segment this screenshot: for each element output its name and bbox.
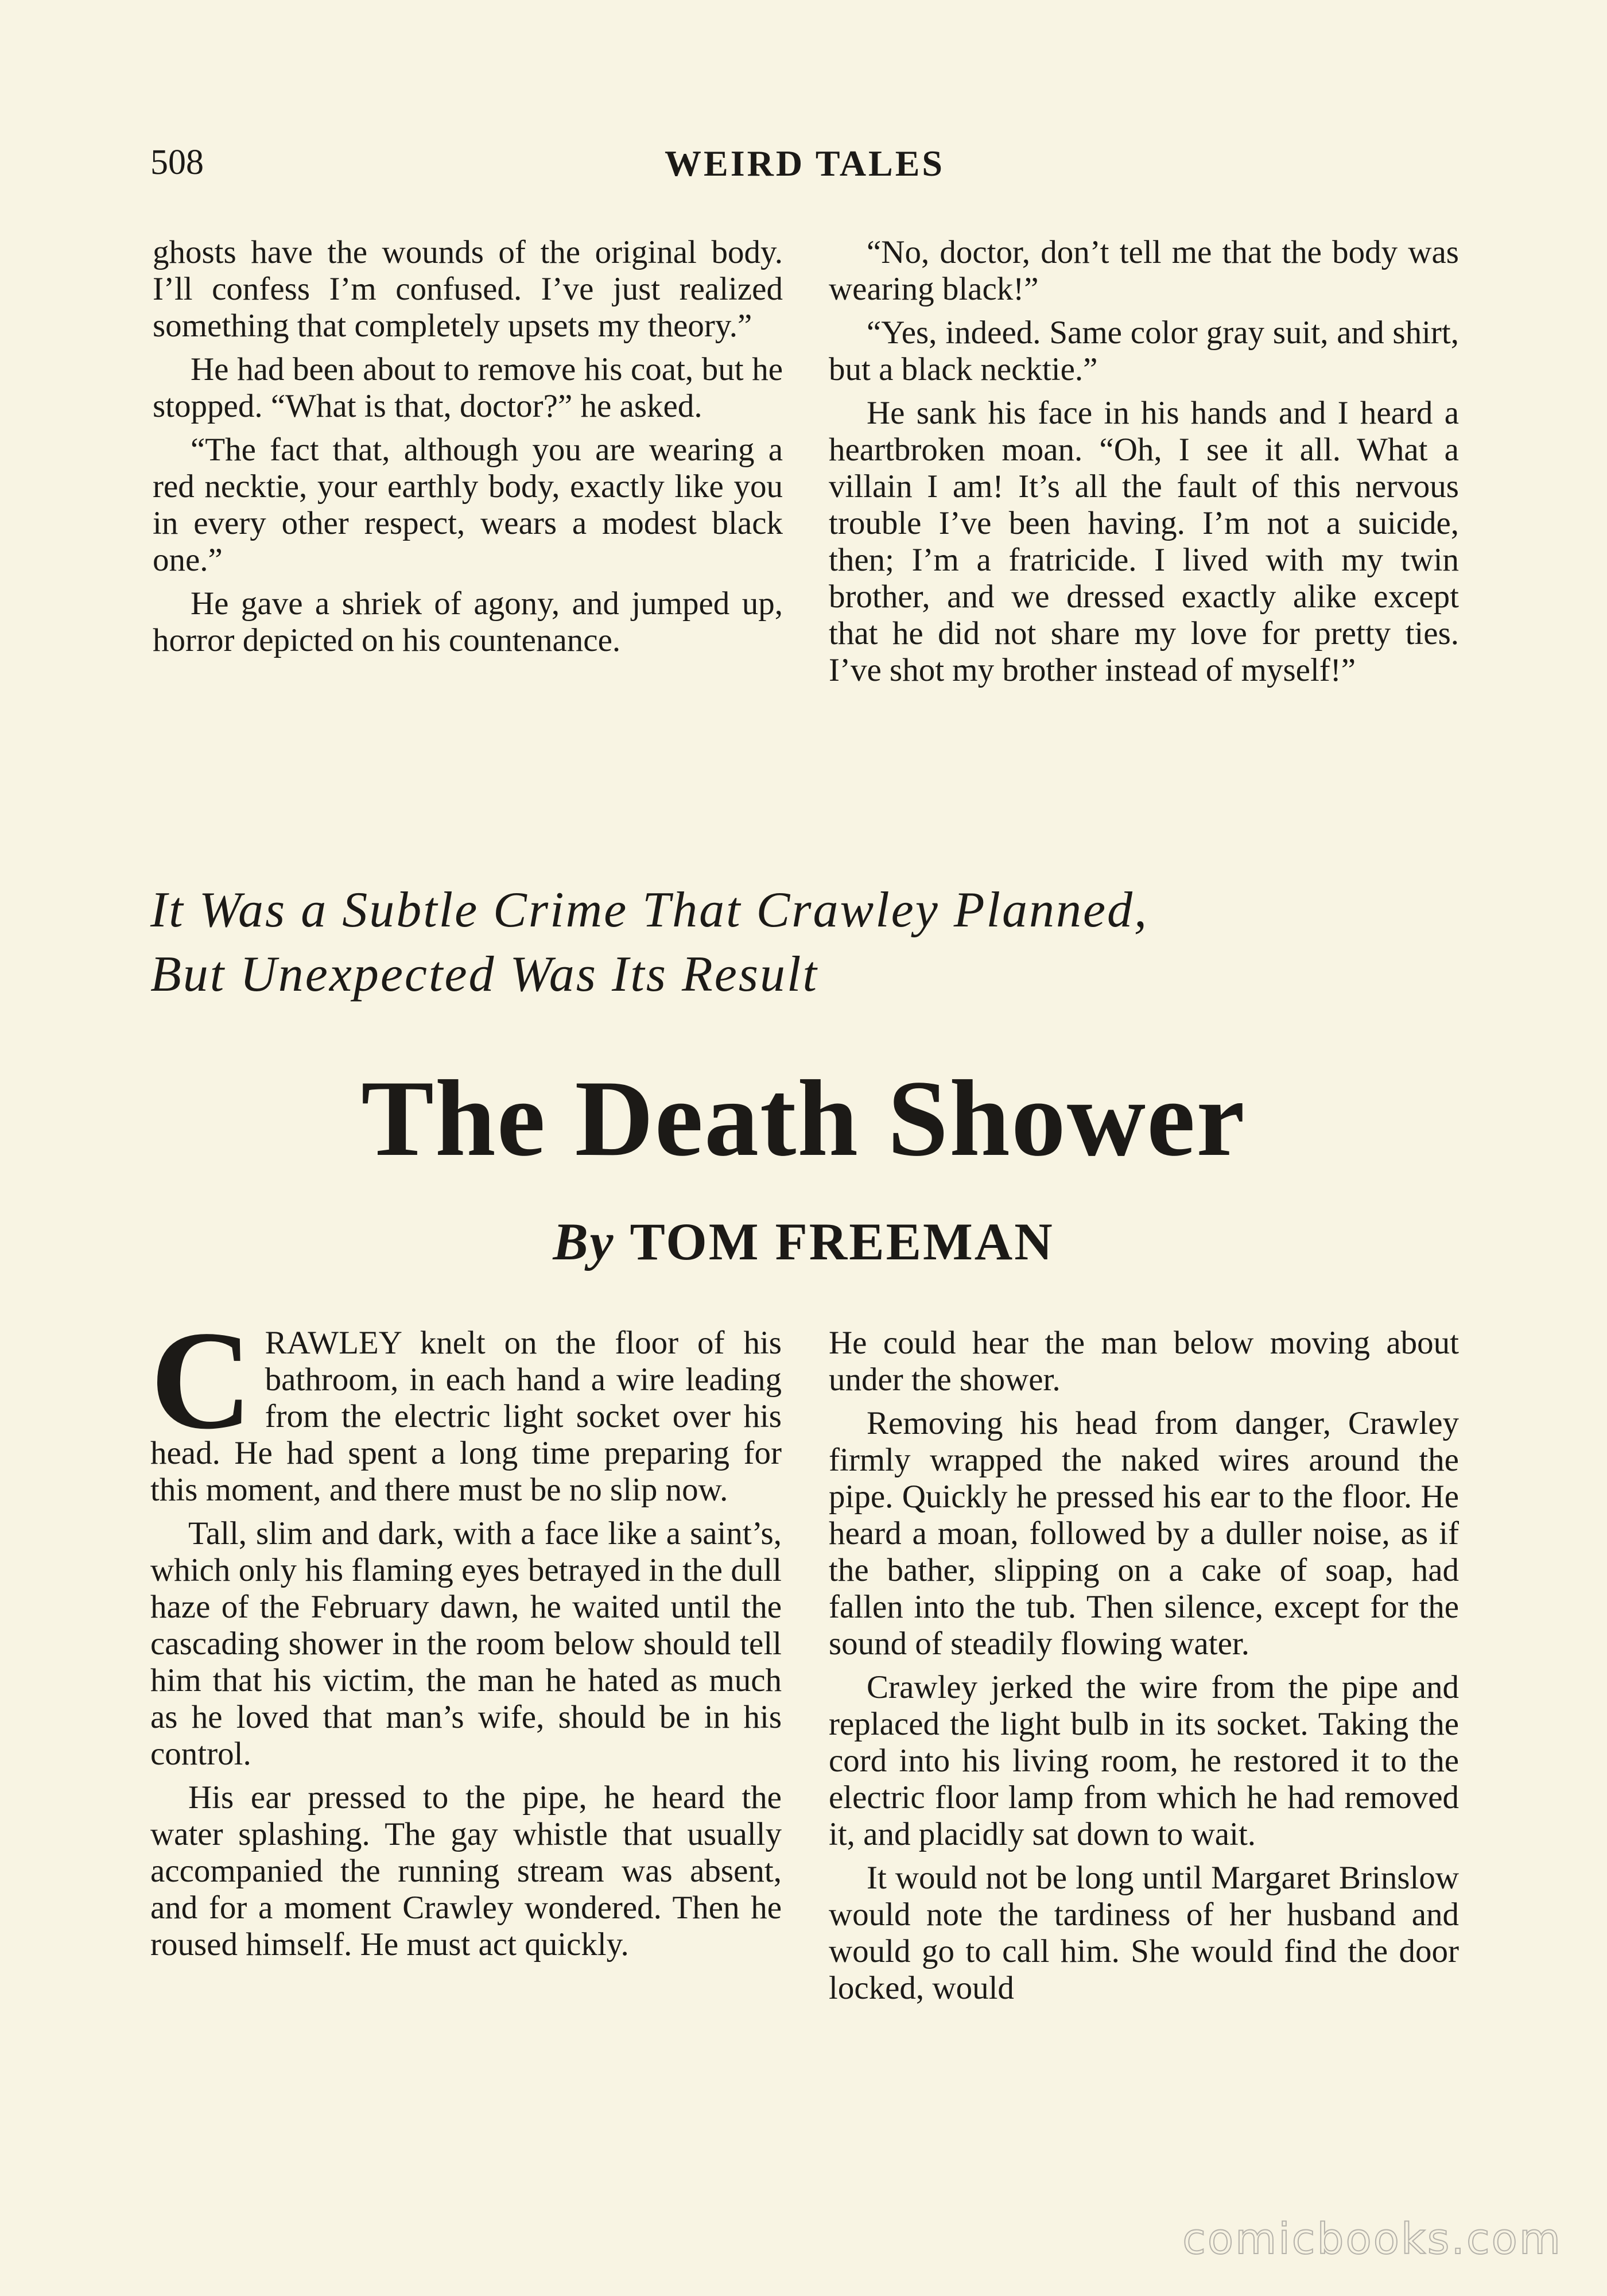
previous-story-right-column <box>829 234 1459 696</box>
story-title: The Death Shower <box>361 1058 1246 1179</box>
paragraph: Removing his head from danger, Crawley firmly wrapped the naked wires around the pipe. Quickly he pressed his ear to the floor. He heard a moan, followed by a duller noise, as if the bather, slipping on a cake of soap, had fallen into the tub. Then silence, except for the sound of steadily flowing water. <box>829 1405 1459 1662</box>
previous-story-left-column <box>153 234 783 666</box>
byline <box>0 1211 1607 1272</box>
opening-paragraph <box>150 1302 782 1508</box>
paragraph: Crawley jerked the wire from the pipe and replaced the light bulb in its socket. Taking the cord into his living room, he restored it to the electric floor lamp from which he had removed it, and placidly sat down to wait. <box>829 1669 1459 1852</box>
paragraph: He had been about to remove his coat, but he stopped. “What is that, doctor?” he asked. <box>153 351 783 424</box>
paragraph: Tall, slim and dark, with a face like a saint’s, which only his flaming eyes betrayed in the dull haze of the February dawn, he waited until the cascading shower in the room below should tell him that his victim, the man he hated as much as he loved that man’s wife, should be in his control. <box>150 1515 782 1772</box>
blurb-line: But Unexpected Was Its Result <box>150 947 818 1002</box>
paragraph: He could hear the man below moving about under the shower. <box>829 1325 1459 1398</box>
opening-text: RAWLEY knelt on the floor of his bathroom, in each hand a wire leading from the electric light socket over his head. He had spent a long time preparing for this moment, and there must be no slip now. <box>150 1325 782 1508</box>
paragraph: He gave a shriek of agony, and jumped up, horror depicted on his countenance. <box>153 585 783 658</box>
paragraph: “No, doctor, don’t tell me that the body was wearing black!” <box>829 234 1459 307</box>
site-watermark: comicbooks.com <box>1182 2214 1562 2264</box>
paragraph: “The fact that, although you are wearing a red necktie, your earthly body, exactly like you in every other respect, wears a modest black one.” <box>153 432 783 578</box>
story-right-column <box>829 1325 1459 2014</box>
paragraph: It would not be long until Margaret Brinslow would note the tardiness of her husband and would go to call him. She would find the door locked, would <box>829 1860 1459 2006</box>
author-name: TOM FREEMAN <box>630 1212 1054 1271</box>
story-left-column <box>150 1302 782 1970</box>
paragraph: His ear pressed to the pipe, he heard the water splashing. The gay whistle that usually accompanied the running stream was absent, and for a moment Crawley wondered. Then he roused himself. He must act quickly. <box>150 1779 782 1963</box>
story-blurb <box>150 878 1470 1007</box>
paragraph: ghosts have the wounds of the original body. I’ll confess I’m confused. I’ve just realized something that completely upsets my theory.” <box>153 234 783 344</box>
page-number: 508 <box>150 143 204 182</box>
byline-by: By <box>553 1212 615 1271</box>
paragraph: He sank his face in his hands and I heard a heartbroken moan. “Oh, I see it all. What a villain I am! It’s all the fault of this nervous trouble I’ve been having. I’m not a suicide, then; I’m a fratricide. I lived with my twin brother, and we dressed exactly alike except that he did not share my love for pretty ties. I’ve shot my brother instead of myself!” <box>829 395 1459 688</box>
drop-cap: C <box>150 1302 253 1459</box>
running-head: WEIRD TALES <box>665 143 945 184</box>
blurb-line: It Was a Subtle Crime That Crawley Planned, <box>150 882 1149 938</box>
paragraph: “Yes, indeed. Same color gray suit, and shirt, but a black necktie.” <box>829 315 1459 387</box>
page-header <box>150 142 1459 188</box>
